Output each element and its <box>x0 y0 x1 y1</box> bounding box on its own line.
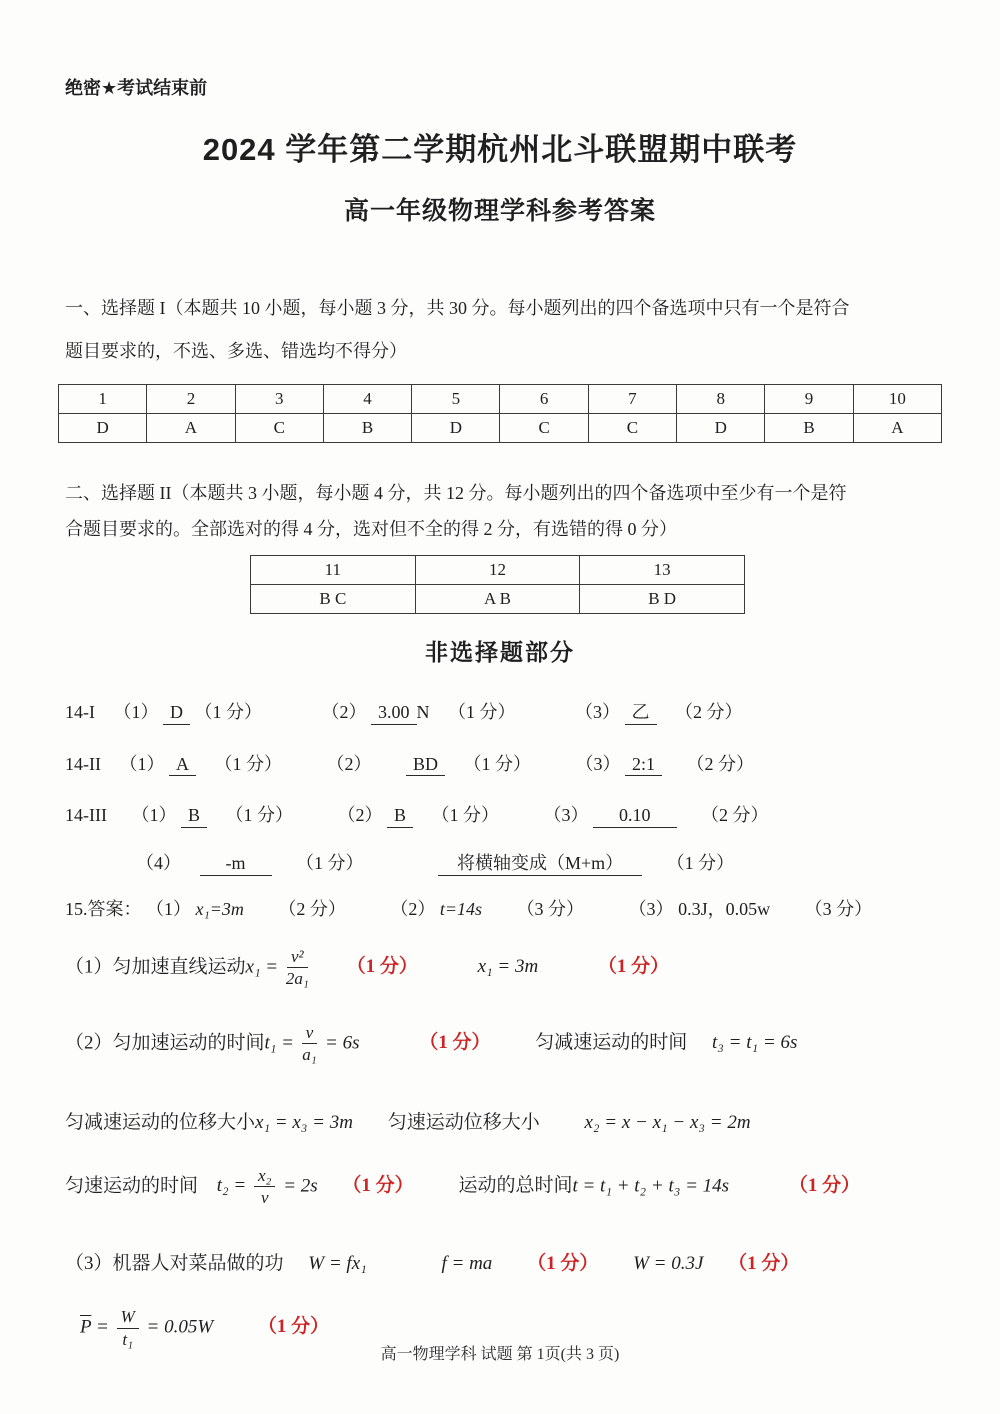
fraction-numerator: W <box>117 1307 139 1329</box>
q2-answer-cell: A <box>147 414 235 443</box>
answer-line-14-3 <box>58 801 942 828</box>
work-line-3 <box>58 1107 942 1134</box>
answer-blank: B <box>181 805 207 828</box>
fraction <box>286 947 309 989</box>
table-answer-row <box>59 414 942 443</box>
page-subtitle: 高一年级物理学科参考答案 <box>343 197 656 225</box>
section2-intro <box>58 475 942 547</box>
section2-intro-line1: 二、选择题 II（本题共 3 小题，每小题 4 分，共 12 分。每小题列出的四个备选项中至少有一个是符 <box>65 483 847 503</box>
fraction-denominator: 2a₁ <box>285 969 309 989</box>
q14-2-label: 14-II <box>65 753 101 774</box>
answer-line-14-4 <box>58 849 942 876</box>
fraction-denominator: v <box>260 1188 269 1208</box>
table-header-row <box>251 556 745 585</box>
score-note: （1 分） <box>728 1253 800 1275</box>
q9-number-cell: 9 <box>765 385 853 414</box>
section1-answer-table <box>58 384 942 443</box>
part-number: （1） <box>119 753 165 774</box>
answer-line-14-1 <box>58 698 942 725</box>
formula: t₂ = <box>216 1175 247 1197</box>
work-label: 匀速运动的时间 <box>65 1175 199 1197</box>
score-note: （1 分） <box>597 956 670 978</box>
fraction-numerator: v² <box>287 947 308 969</box>
q1-number-cell: 1 <box>59 385 147 414</box>
q14-1-label: 14-I <box>65 702 95 722</box>
score-note: （1 分） <box>448 702 516 722</box>
score-note: （1 分） <box>342 1175 414 1197</box>
score-note: （3 分） <box>516 898 585 919</box>
formula: x₁=3m <box>195 898 244 919</box>
answer-line-15 <box>58 895 942 921</box>
formula: = 2s <box>283 1175 318 1197</box>
formula: t₁ = <box>264 1032 294 1054</box>
section1-intro-line2: 题目要求的，不选、多选、错选均不得分） <box>65 341 407 361</box>
q13-number-cell: 13 <box>580 556 745 585</box>
q8-answer-cell: D <box>677 414 765 443</box>
q11-answer-cell: B C <box>251 585 416 614</box>
work-label: （2）匀加速运动的时间 <box>65 1032 265 1054</box>
score-note: （2 分） <box>701 805 769 826</box>
part-number: （2） <box>326 753 372 774</box>
classification-label: 绝密★考试结束前 <box>65 78 208 98</box>
fraction <box>254 1166 275 1208</box>
formula: W = 0.3J <box>633 1253 704 1275</box>
q1-answer-cell: D <box>59 414 147 443</box>
q9-answer-cell: B <box>765 414 853 443</box>
score-note: （2 分） <box>278 898 346 919</box>
page-footer: 高一物理学科 试题 第 1页(共 3 页) <box>380 1346 620 1363</box>
fraction <box>302 1023 318 1065</box>
section2-answer-table <box>250 555 745 614</box>
q7-answer-cell: C <box>588 414 676 443</box>
q10-number-cell: 10 <box>853 385 941 414</box>
part-number: （3） <box>628 898 674 919</box>
q5-answer-cell: D <box>412 414 500 443</box>
work-label: 匀速运动位移大小 <box>387 1111 540 1133</box>
score-note: （1 分） <box>527 1253 599 1275</box>
nonchoice-section-heading: 非选择题部分 <box>425 639 575 665</box>
score-note: （1 分） <box>788 1175 861 1197</box>
answer-blank: 乙 <box>625 702 657 725</box>
score-note: （1 分） <box>214 753 282 774</box>
q15-label: 15.答案： <box>65 898 142 919</box>
answer-blank: 2:1 <box>625 754 662 777</box>
score-note: （1 分） <box>463 753 531 774</box>
q10-answer-cell: A <box>853 414 941 443</box>
score-note: （1 分） <box>431 805 500 826</box>
formula: x₁ = x₃ = 3m <box>255 1111 353 1133</box>
work-label: 匀减速运动的位移大小 <box>65 1111 256 1133</box>
part-number: （3） <box>543 805 589 826</box>
formula: f = ma <box>441 1253 493 1275</box>
work-line-4 <box>58 1166 942 1208</box>
part-number: （2） <box>337 805 383 826</box>
q6-number-cell: 6 <box>500 385 588 414</box>
score-note: （1 分） <box>666 853 735 874</box>
fraction-denominator: a₁ <box>302 1045 317 1065</box>
work-line-1 <box>58 947 942 989</box>
q13-answer-cell: B D <box>580 585 745 614</box>
fraction-denominator: t₁ <box>122 1329 133 1349</box>
page-title: 2024 学年第二学期杭州北斗联盟期中联考 <box>202 132 798 167</box>
q12-number-cell: 12 <box>415 556 580 585</box>
formula: 0.3J，0.05w <box>678 898 771 919</box>
table-header-row <box>59 385 942 414</box>
work-label: 运动的总时间 <box>458 1175 573 1197</box>
section2-intro-line2: 合题目要求的。全部选对的得 4 分，选对但不全的得 2 分，有选错的得 0 分） <box>65 519 677 539</box>
answer-blank: 3.00 <box>371 702 417 725</box>
formula: x₂ = x − x₁ − x₃ = 2m <box>584 1111 751 1133</box>
q6-answer-cell: C <box>500 414 588 443</box>
score-note: （1 分） <box>419 1032 491 1054</box>
q4-number-cell: 4 <box>323 385 411 414</box>
formula: x₁ = 3m <box>477 956 539 978</box>
part-number: （1） <box>113 702 159 722</box>
q5-number-cell: 5 <box>412 385 500 414</box>
fraction-numerator: v <box>302 1023 318 1045</box>
part-number: （4） <box>136 853 181 874</box>
score-note: （1 分） <box>346 956 418 978</box>
part-number: （3） <box>575 702 620 722</box>
q8-number-cell: 8 <box>677 385 765 414</box>
formula: = 6s <box>325 1032 360 1054</box>
answer-blank: BD <box>406 754 445 777</box>
formula: = 0.05W <box>146 1316 214 1338</box>
answer-blank: B <box>387 805 413 828</box>
section1-intro <box>58 287 942 373</box>
work-label: （1）匀加速直线运动 <box>65 956 246 978</box>
q11-number-cell: 11 <box>251 556 416 585</box>
answer-blank: -m <box>200 853 272 876</box>
score-note: （1 分） <box>296 853 364 874</box>
formula: x₁ = <box>245 956 279 978</box>
score-note: （1 分） <box>257 1316 330 1338</box>
score-note: （2 分） <box>675 702 743 722</box>
answer-line-14-2 <box>58 750 942 777</box>
q7-number-cell: 7 <box>588 385 676 414</box>
answer-blank: 0.10 <box>593 805 677 828</box>
formula: t₃ = t₁ = 6s <box>712 1032 798 1054</box>
fraction-numerator: x₂ <box>254 1166 275 1188</box>
answer-unit: N <box>416 702 430 722</box>
work-label: （3）机器人对菜品做的功 <box>65 1253 284 1275</box>
section1-intro-line1: 一、选择题 I（本题共 10 小题，每小题 3 分，共 30 分。每小题列出的四个备选项中只有一个是符合 <box>65 298 850 318</box>
q4-answer-cell: B <box>323 414 411 443</box>
formula: W = fx₁ <box>308 1253 367 1275</box>
q3-answer-cell: C <box>235 414 323 443</box>
score-note: （3 分） <box>804 898 873 919</box>
q2-number-cell: 2 <box>147 385 235 414</box>
work-line-5 <box>58 1248 942 1275</box>
work-line-2 <box>58 1023 942 1065</box>
part-number: （1） <box>146 898 191 919</box>
answer-blank: D <box>163 702 190 725</box>
score-note: （2 分） <box>686 753 755 774</box>
part-number: （2） <box>321 702 367 722</box>
formula: t=14s <box>439 898 483 919</box>
p-average-symbol: $\overline{P}$ <box>80 1316 92 1338</box>
score-note: （1 分） <box>225 805 293 826</box>
q3-number-cell: 3 <box>235 385 323 414</box>
answer-blank: 将横轴变成（M+m） <box>438 853 642 876</box>
table-answer-row <box>251 585 745 614</box>
part-number: （3） <box>575 753 621 774</box>
formula: t = t₁ + t₂ + t₃ = 14s <box>572 1175 730 1197</box>
q14-3-label: 14-III <box>65 805 107 826</box>
equals-sign: = <box>91 1316 109 1338</box>
part-number: （1） <box>131 805 177 826</box>
answer-blank: A <box>169 754 196 777</box>
score-note: （1 分） <box>194 702 262 722</box>
q12-answer-cell: A B <box>415 585 580 614</box>
work-label: 匀减速运动的时间 <box>535 1032 688 1054</box>
formula <box>80 1316 109 1337</box>
part-number: （2） <box>390 898 436 919</box>
